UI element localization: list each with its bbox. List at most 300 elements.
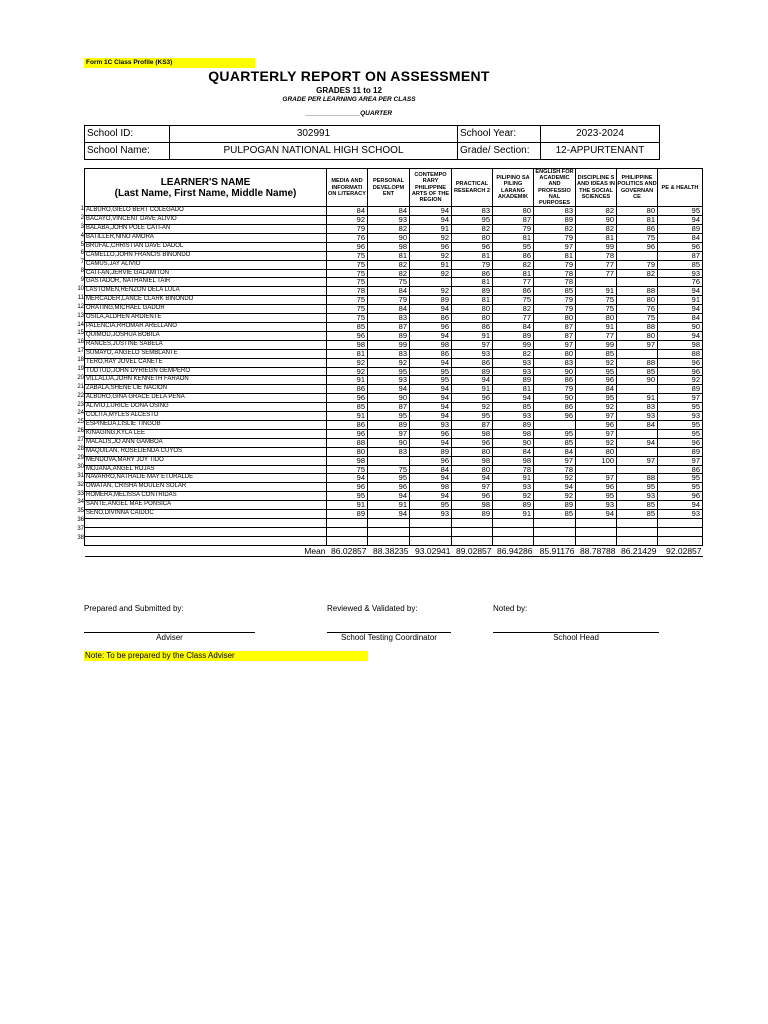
grade-cell: 84 <box>493 323 534 332</box>
grade-cell: 84 <box>493 447 534 456</box>
row-number: 9 <box>80 277 84 284</box>
grade-cell: 95 <box>576 492 617 501</box>
grade-cell <box>493 518 534 527</box>
row-number: 29 <box>77 454 84 461</box>
grade-cell: 75 <box>327 314 368 323</box>
grade-cell: 78 <box>534 465 576 474</box>
grade-cell: 82 <box>576 225 617 234</box>
grade-cell <box>452 518 493 527</box>
grade-cell: 97 <box>617 456 658 465</box>
grade-cell: 83 <box>452 207 493 216</box>
grade-cell <box>617 349 658 358</box>
grades-range: GRADES 11 to 12 <box>316 86 382 95</box>
row-number: 15 <box>77 330 84 337</box>
grade-cell: 92 <box>576 358 617 367</box>
mean-value: 93.02941 <box>410 545 452 556</box>
grade-cell: 96 <box>327 394 368 403</box>
grade-cell <box>410 527 452 536</box>
section-value: 12-APPURTENANT <box>541 143 660 160</box>
grade-cell: 95 <box>410 376 452 385</box>
grade-cell: 81 <box>327 349 368 358</box>
grade-cell <box>368 536 410 545</box>
grade-cell: 92 <box>410 287 452 296</box>
school-info-table <box>84 125 660 160</box>
grade-cell: 95 <box>368 367 410 376</box>
grade-cell: 89 <box>410 296 452 305</box>
mean-label: Mean <box>85 545 327 556</box>
grade-cell: 80 <box>452 305 493 314</box>
grade-cell <box>327 527 368 536</box>
table-row <box>85 518 703 527</box>
learner-name: OWATAN, CRISHA MOULEN SOLAR <box>85 483 327 492</box>
subject-header: MEDIA AND INFORMATI ON LITERACY <box>327 169 368 207</box>
grade-cell: 86 <box>452 358 493 367</box>
table-row <box>85 233 703 242</box>
table-row <box>85 483 703 492</box>
grade-cell <box>410 536 452 545</box>
school-name-label: School Name: <box>85 143 170 160</box>
grade-cell: 92 <box>534 474 576 483</box>
grade-cell <box>576 465 617 474</box>
grade-cell: 90 <box>493 438 534 447</box>
grade-cell: 92 <box>368 358 410 367</box>
grade-cell: 89 <box>327 510 368 519</box>
grade-cell: 99 <box>493 340 534 349</box>
grade-cell: 95 <box>617 483 658 492</box>
grade-cell: 81 <box>534 251 576 260</box>
grade-cell: 95 <box>658 483 703 492</box>
table-row <box>85 474 703 483</box>
grade-cell: 80 <box>576 314 617 323</box>
grade-cell: 96 <box>452 438 493 447</box>
grade-cell: 93 <box>617 492 658 501</box>
table-row <box>85 429 703 438</box>
grade-cell: 85 <box>617 367 658 376</box>
grade-cell: 85 <box>617 501 658 510</box>
grade-cell <box>534 518 576 527</box>
grade-cell: 94 <box>410 492 452 501</box>
grade-cell: 82 <box>534 225 576 234</box>
grade-cell: 94 <box>617 438 658 447</box>
mean-value: 89.02857 <box>452 545 493 556</box>
grade-cell: 97 <box>658 394 703 403</box>
table-row <box>85 376 703 385</box>
grade-cell <box>576 518 617 527</box>
row-number: 8 <box>80 268 84 275</box>
subject-header: PILIPINO SA PILING LARANG AKADEMIK <box>493 169 534 207</box>
grade-cell: 88 <box>327 438 368 447</box>
grade-cell: 91 <box>493 474 534 483</box>
row-number: 37 <box>77 526 84 533</box>
grade-cell: 91 <box>327 501 368 510</box>
grade-cell: 80 <box>327 447 368 456</box>
grade-cell: 86 <box>617 225 658 234</box>
grade-cell: 84 <box>534 447 576 456</box>
grade-cell: 79 <box>534 233 576 242</box>
grade-cell: 94 <box>368 492 410 501</box>
grade-cell: 89 <box>534 501 576 510</box>
grade-cell: 87 <box>658 251 703 260</box>
grade-cell <box>452 536 493 545</box>
learner-name: ALBURO,GIELO BERT COLEGADO <box>85 207 327 216</box>
grade-cell: 75 <box>368 278 410 287</box>
grade-cell: 78 <box>534 278 576 287</box>
grade-cell: 98 <box>493 429 534 438</box>
learner-name: BRUFAL,CHRISTIAN DAVE DADOL <box>85 242 327 251</box>
grade-cell: 94 <box>452 376 493 385</box>
grade-cell: 80 <box>452 314 493 323</box>
grade-cell: 75 <box>576 296 617 305</box>
grade-cell: 95 <box>658 474 703 483</box>
grade-cell: 93 <box>410 420 452 429</box>
grade-cell: 94 <box>534 483 576 492</box>
row-number: 19 <box>77 366 84 373</box>
grade-cell: 94 <box>658 305 703 314</box>
row-number: 30 <box>77 463 84 470</box>
grade-cell: 81 <box>617 216 658 225</box>
grades-table <box>84 168 703 557</box>
grade-cell: 81 <box>493 385 534 394</box>
grade-cell: 90 <box>617 376 658 385</box>
grade-cell: 98 <box>368 242 410 251</box>
grade-cell: 91 <box>576 323 617 332</box>
table-row <box>85 447 703 456</box>
grade-cell: 90 <box>368 394 410 403</box>
grade-cell: 89 <box>493 501 534 510</box>
grade-cell: 96 <box>410 323 452 332</box>
grade-cell <box>368 527 410 536</box>
grade-cell: 94 <box>410 412 452 421</box>
learner-name: QUIMOD,JOSHUA BOBILA <box>85 331 327 340</box>
grade-cell: 82 <box>368 260 410 269</box>
grade-cell: 95 <box>327 492 368 501</box>
grade-cell <box>410 278 452 287</box>
grade-cell: 75 <box>327 296 368 305</box>
grade-cell: 95 <box>658 403 703 412</box>
mean-value: 88.38235 <box>368 545 410 556</box>
grade-cell <box>658 518 703 527</box>
table-row <box>85 269 703 278</box>
report-subtitle: GRADE PER LEARNING AREA PER CLASS <box>282 96 416 103</box>
table-row <box>85 331 703 340</box>
grade-cell: 89 <box>493 376 534 385</box>
learner-name-header-line1: LEARNER'S NAME <box>160 176 251 188</box>
grade-cell: 92 <box>658 376 703 385</box>
table-row <box>85 251 703 260</box>
grade-cell: 80 <box>617 331 658 340</box>
grade-cell: 79 <box>327 225 368 234</box>
grade-cell: 90 <box>534 367 576 376</box>
grade-cell: 80 <box>452 465 493 474</box>
grade-cell: 96 <box>327 429 368 438</box>
row-number: 22 <box>77 392 84 399</box>
grade-cell: 95 <box>658 207 703 216</box>
row-number: 13 <box>77 312 84 319</box>
grade-cell: 88 <box>658 349 703 358</box>
grade-cell: 95 <box>576 367 617 376</box>
grade-cell: 84 <box>327 207 368 216</box>
grade-cell: 84 <box>368 207 410 216</box>
table-row <box>85 314 703 323</box>
grade-cell: 77 <box>493 314 534 323</box>
learner-name: OSILA,ALDHEN ARDIENTE <box>85 314 327 323</box>
grade-cell: 75 <box>493 296 534 305</box>
grade-cell: 88 <box>617 358 658 367</box>
row-number: 10 <box>77 286 84 293</box>
grade-cell: 93 <box>617 412 658 421</box>
table-row <box>85 323 703 332</box>
table-row <box>85 260 703 269</box>
grade-cell: 91 <box>327 376 368 385</box>
mean-value: 85.91176 <box>534 545 576 556</box>
grade-cell <box>617 447 658 456</box>
learner-name <box>85 527 327 536</box>
learner-name: PALENCIA,RHOMAR ARELLANO <box>85 323 327 332</box>
grade-cell <box>617 465 658 474</box>
grade-cell: 91 <box>368 501 410 510</box>
grade-cell: 84 <box>576 385 617 394</box>
grade-cell: 95 <box>452 216 493 225</box>
grade-cell: 95 <box>368 412 410 421</box>
subject-header: PERSONAL DEVELOPM ENT <box>368 169 410 207</box>
grade-cell: 95 <box>658 429 703 438</box>
row-number: 31 <box>77 472 84 479</box>
grade-cell: 81 <box>493 269 534 278</box>
grade-cell: 79 <box>534 296 576 305</box>
grade-cell: 95 <box>368 474 410 483</box>
grade-cell: 91 <box>658 296 703 305</box>
grade-cell: 94 <box>368 385 410 394</box>
grade-cell: 97 <box>452 340 493 349</box>
grade-cell: 96 <box>452 394 493 403</box>
grade-cell: 83 <box>368 349 410 358</box>
grade-cell: 98 <box>658 340 703 349</box>
grade-cell: 82 <box>452 225 493 234</box>
learner-name: ESPINEDA,LISLIE TINGOB <box>85 420 327 429</box>
grade-cell: 92 <box>410 233 452 242</box>
grade-cell: 75 <box>327 251 368 260</box>
grade-cell <box>617 385 658 394</box>
grade-cell: 99 <box>576 340 617 349</box>
table-row <box>85 438 703 447</box>
grade-cell: 97 <box>534 340 576 349</box>
noted-label: Noted by: <box>493 604 528 613</box>
row-number: 24 <box>77 410 84 417</box>
grade-cell: 97 <box>576 474 617 483</box>
grade-cell: 95 <box>410 367 452 376</box>
learner-name: ALBURO,GINA GRACE DELA PENA <box>85 394 327 403</box>
grade-cell: 87 <box>452 420 493 429</box>
grade-cell: 92 <box>576 403 617 412</box>
grade-cell: 96 <box>327 331 368 340</box>
grade-cell: 80 <box>617 296 658 305</box>
grade-cell: 83 <box>368 314 410 323</box>
grade-cell: 75 <box>617 314 658 323</box>
row-number: 11 <box>77 294 84 301</box>
grade-cell: 93 <box>410 510 452 519</box>
grade-cell: 84 <box>410 465 452 474</box>
learner-name: RANCES,JUSTINE SABELA <box>85 340 327 349</box>
learner-name: ORATING,MICHAEL GADOR <box>85 305 327 314</box>
row-number: 38 <box>77 534 84 541</box>
learner-name-header-line2: (Last Name, First Name, Middle Name) <box>114 187 297 199</box>
learner-name: KINAGING,KYLA LEE <box>85 429 327 438</box>
grade-cell: 96 <box>452 492 493 501</box>
grade-cell <box>576 527 617 536</box>
grade-cell <box>327 518 368 527</box>
table-row <box>85 394 703 403</box>
grade-cell: 80 <box>452 233 493 242</box>
grade-cell: 81 <box>452 296 493 305</box>
grade-cell: 75 <box>368 465 410 474</box>
learner-name: MAQUILAN, ROSELIENDA CUYOS <box>85 447 327 456</box>
grade-cell: 80 <box>534 314 576 323</box>
grade-cell: 87 <box>368 323 410 332</box>
grade-cell: 84 <box>368 287 410 296</box>
subject-header: PE & HEALTH <box>658 169 703 207</box>
grade-cell: 96 <box>658 242 703 251</box>
grade-cell: 95 <box>452 412 493 421</box>
grade-cell: 98 <box>410 340 452 349</box>
grade-cell: 91 <box>576 287 617 296</box>
grade-cell: 100 <box>576 456 617 465</box>
grade-cell: 89 <box>493 331 534 340</box>
grade-cell: 86 <box>410 349 452 358</box>
grade-cell: 85 <box>327 323 368 332</box>
grade-cell: 84 <box>658 233 703 242</box>
grade-cell: 75 <box>327 305 368 314</box>
head-role: School Head <box>553 633 599 642</box>
grade-cell <box>617 536 658 545</box>
grade-cell: 76 <box>658 278 703 287</box>
grade-cell: 96 <box>410 429 452 438</box>
grade-cell: 86 <box>452 269 493 278</box>
grade-cell: 93 <box>576 501 617 510</box>
grade-cell: 83 <box>534 207 576 216</box>
grade-cell: 96 <box>368 483 410 492</box>
grade-cell: 81 <box>493 233 534 242</box>
grade-cell: 76 <box>617 305 658 314</box>
coordinator-role: School Testing Coordinator <box>341 633 437 642</box>
grade-cell: 86 <box>658 465 703 474</box>
grade-cell: 95 <box>534 429 576 438</box>
learner-name: SENO,DIVINNA CAIDOC <box>85 510 327 519</box>
grade-cell <box>576 536 617 545</box>
grade-cell: 89 <box>410 447 452 456</box>
grade-cell: 95 <box>576 394 617 403</box>
grade-cell: 94 <box>410 207 452 216</box>
grade-cell: 96 <box>452 242 493 251</box>
school-year-value: 2023-2024 <box>541 126 660 143</box>
table-row <box>85 510 703 519</box>
grade-cell: 80 <box>493 207 534 216</box>
grade-cell: 78 <box>534 269 576 278</box>
learner-name: SUMAYO, ANGELO SEMBLANTE <box>85 349 327 358</box>
table-row <box>85 296 703 305</box>
grade-cell: 96 <box>576 420 617 429</box>
grade-cell: 85 <box>617 510 658 519</box>
grade-cell: 87 <box>368 403 410 412</box>
grade-cell: 92 <box>327 216 368 225</box>
grade-cell <box>617 251 658 260</box>
grade-cell: 91 <box>493 510 534 519</box>
row-number: 26 <box>77 428 84 435</box>
grade-cell: 94 <box>410 358 452 367</box>
row-number: 32 <box>77 481 84 488</box>
grade-cell: 96 <box>576 376 617 385</box>
grade-cell: 85 <box>534 510 576 519</box>
grade-cell: 86 <box>452 323 493 332</box>
grade-cell <box>493 527 534 536</box>
grade-cell: 91 <box>452 385 493 394</box>
grade-cell: 89 <box>493 420 534 429</box>
subject-header: DISCIPLINE S AND IDEAS IN THE SOCIAL SCIENCES <box>576 169 617 207</box>
learner-name: CAMUS,JAY ALIVIO <box>85 260 327 269</box>
grade-cell: 98 <box>327 456 368 465</box>
prepared-label: Prepared and Submitted by: <box>84 604 184 613</box>
grade-cell: 94 <box>410 385 452 394</box>
grade-cell: 94 <box>658 216 703 225</box>
section-label: Grade/ Section: <box>458 143 541 160</box>
row-number: 34 <box>77 499 84 506</box>
grade-cell: 92 <box>327 358 368 367</box>
table-row <box>85 225 703 234</box>
grade-cell: 94 <box>452 474 493 483</box>
table-row <box>85 287 703 296</box>
grade-cell: 79 <box>452 260 493 269</box>
table-row <box>85 501 703 510</box>
grade-cell: 92 <box>452 403 493 412</box>
grade-cell: 93 <box>493 358 534 367</box>
grade-cell: 96 <box>658 367 703 376</box>
grade-cell: 90 <box>368 233 410 242</box>
grade-cell: 79 <box>534 305 576 314</box>
table-row <box>85 216 703 225</box>
table-row <box>85 367 703 376</box>
grade-cell: 89 <box>658 447 703 456</box>
subject-header: CONTEMPO RARY PHILIPPINE ARTS OF THE REGION <box>410 169 452 207</box>
learner-name-header <box>85 169 327 207</box>
row-numbers <box>70 205 84 543</box>
grade-cell: 94 <box>327 474 368 483</box>
mean-row <box>85 545 703 556</box>
grade-cell: 82 <box>617 269 658 278</box>
row-number: 4 <box>80 232 84 239</box>
grade-cell: 80 <box>617 207 658 216</box>
grade-cell <box>576 278 617 287</box>
row-number: 21 <box>77 383 84 390</box>
learner-name: CATI-AN,JERVIE GALAMITON <box>85 269 327 278</box>
learner-name: SANTE,ANGEL MAE PONSICA <box>85 501 327 510</box>
learner-name: TERO,RAY JOVEL CANETE <box>85 358 327 367</box>
row-number: 35 <box>77 508 84 515</box>
grade-cell: 96 <box>534 412 576 421</box>
table-row <box>85 385 703 394</box>
grade-cell: 81 <box>452 251 493 260</box>
table-row <box>85 305 703 314</box>
mean-value: 86.94286 <box>493 545 534 556</box>
learner-name: MENDOVA,MARY JOY TIDO <box>85 456 327 465</box>
grade-cell: 95 <box>410 501 452 510</box>
grade-cell: 86 <box>534 403 576 412</box>
learner-name: TUDTUD,JOHN DYRIEGN GEMPERO <box>85 367 327 376</box>
grade-cell: 94 <box>410 394 452 403</box>
table-row <box>85 465 703 474</box>
grade-cell: 83 <box>617 403 658 412</box>
grade-cell: 89 <box>368 331 410 340</box>
grade-cell: 82 <box>368 269 410 278</box>
grade-cell: 75 <box>327 465 368 474</box>
